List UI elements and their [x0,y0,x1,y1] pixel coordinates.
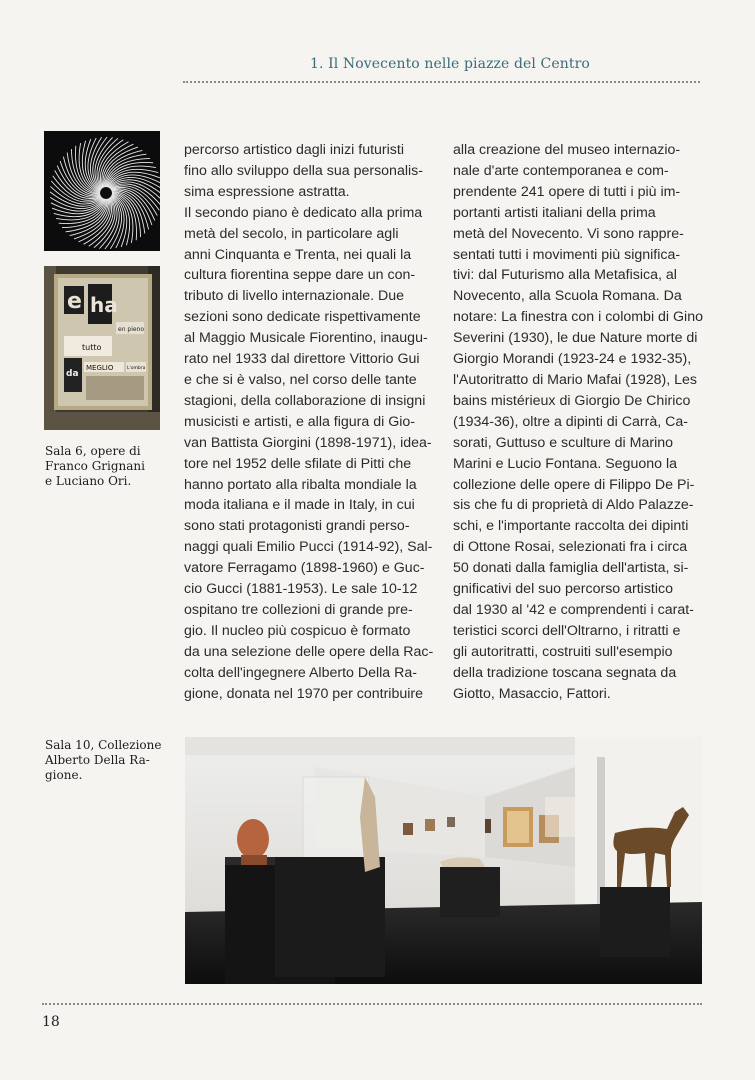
text-line: Novecento, alla Scuola Romana. Da [453,288,682,305]
text-line: cio Gucci (1881-1953). Le sale 10-12 [184,581,418,598]
text-line: Giorgio Morandi (1923-24 e 1932-35), [453,351,692,368]
running-header: 1. Il Novecento nelle piazze del Centro [310,56,590,72]
text-line: vatore Ferragamo (1898-1960) e Guc- [184,560,425,577]
text-line: dal 1930 al '42 e comprendenti i carat- [453,601,694,618]
body-text-column-right [453,140,703,704]
text-line: naggi quali Emilio Pucci (1914-92), Sal- [184,539,433,556]
sala6-artwork-collage-image [44,266,160,430]
text-line: Severini (1930), le due Nature morte di [453,330,698,347]
text-line: metà del secolo, in particolare agli [184,225,399,242]
caption-sala10 [45,738,165,783]
text-line: gio. Il nucleo più cospicuo è formato [184,622,411,639]
collage-word-e: e [67,289,82,314]
collage-word-meglio: MEGLIO [86,364,114,372]
footer-divider [42,1003,702,1005]
text-line: ospitano tre collezioni di grande pre- [184,601,413,618]
caption-line: Franco Grignani [45,459,145,473]
caption-line: Sala 6, opere di [45,444,141,458]
text-line: (1934-36), oltre a dipinti di Carrà, Ca- [453,413,688,430]
text-line: da una selezione delle opere della Rac- [184,643,434,660]
text-line: notare: La finestra con i colombi di Gino [453,309,703,326]
text-line: sentati tutti i movimenti più significa- [453,246,681,263]
body-text-column-middle [184,140,434,704]
text-line: gli autoritratti, costruiti sull'esempio [453,643,673,660]
header-divider [183,81,700,83]
collage-word-en-pieno: en pieno [118,326,145,333]
sala10-gallery-photo [185,737,702,984]
sala6-artwork-spiral-image [44,131,160,251]
text-line: l'Autoritratto di Mario Mafai (1928), Les [453,371,698,388]
text-line: di Ottone Rosai, selezionati fra i circa [453,539,688,556]
text-line: sis che fu di proprietà di Aldo Palazze- [453,497,694,514]
text-line: rato nel 1933 dal direttore Vittorio Gui [184,351,420,368]
text-line: musicisti e artisti, e alla figura di Gio- [184,413,416,430]
collage-word-tutto: tutto [82,343,102,352]
text-line: moda italiana e il made in Italy, in cui [184,497,415,514]
text-line: nale d'arte contemporanea e com- [453,162,669,179]
text-line: della tradizione toscana segnata da [453,664,677,681]
text-line: metà del Novecento. Vi sono rappre- [453,225,684,242]
text-line: stagioni, della collaborazione di insigni [184,392,426,409]
text-line: tivi: dal Futurismo alla Metafisica, al [453,267,677,284]
text-line: e che si è valso, nel corso delle tante [184,371,417,388]
collage-word-lombra: L'ombra [127,366,146,371]
text-line: sono stati protagonisti grandi perso- [184,518,410,535]
caption-line: Alberto Della Ra- [45,753,150,767]
text-line: gione, donata nel 1970 per contribuire [184,685,423,702]
text-line: gnificativi del suo percorso artistico [453,581,674,598]
text-line: 50 donati dalla famiglia dell'artista, si- [453,560,689,577]
text-line: tore nel 1952 delle sfilate di Pitti che [184,455,412,472]
text-line: bains mistérieux di Giorgio De Chirico [453,392,691,409]
collage-word-ha: ha [90,293,118,317]
text-line: schi, e l'importante raccolta dei dipinti [453,518,689,535]
caption-line: Sala 10, Collezione [45,738,162,752]
text-line: Marini e Lucio Fontana. Seguono la [453,455,677,472]
text-line: portanti artisti italiani della prima [453,204,656,221]
text-line: sima espressione astratta. [184,183,350,200]
text-line: cultura fiorentina seppe dare un con- [184,267,416,284]
text-line: sezioni sono dedicate rispettivamente [184,309,421,326]
text-line: anni Cinquanta e Trenta, nei quali la [184,246,412,263]
text-line: Giotto, Masaccio, Fattori. [453,685,611,702]
collage-word-da: da [66,369,79,379]
text-line: teristici scorci dell'Oltrarno, i ritratti e [453,622,681,639]
text-line: van Battista Giorgini (1898-1971), idea- [184,434,432,451]
text-line: colta dell'ingegnere Alberto Della Ra- [184,664,417,681]
caption-line: gione. [45,768,83,782]
text-line: fino allo sviluppo della sua personalis- [184,162,423,179]
text-line: collezione delle opere di Filippo De Pi- [453,476,695,493]
text-line: Il secondo piano è dedicato alla prima [184,204,423,221]
text-line: al Maggio Musicale Fiorentino, inaugu- [184,330,428,347]
text-line: percorso artistico dagli inizi futuristi [184,142,404,158]
text-line: hanno portato alla ribalta mondiale la [184,476,417,493]
page-number: 18 [42,1014,60,1030]
caption-line: e Luciano Ori. [45,474,132,488]
text-line: sorati, Guttuso e sculture di Marino [453,434,674,451]
text-line: tributo di livello internazionale. Due [184,288,405,305]
text-line: alla creazione del museo internazio- [453,142,681,158]
caption-sala6 [45,444,165,489]
text-line: prendente 241 opere di tutti i più im- [453,183,681,200]
